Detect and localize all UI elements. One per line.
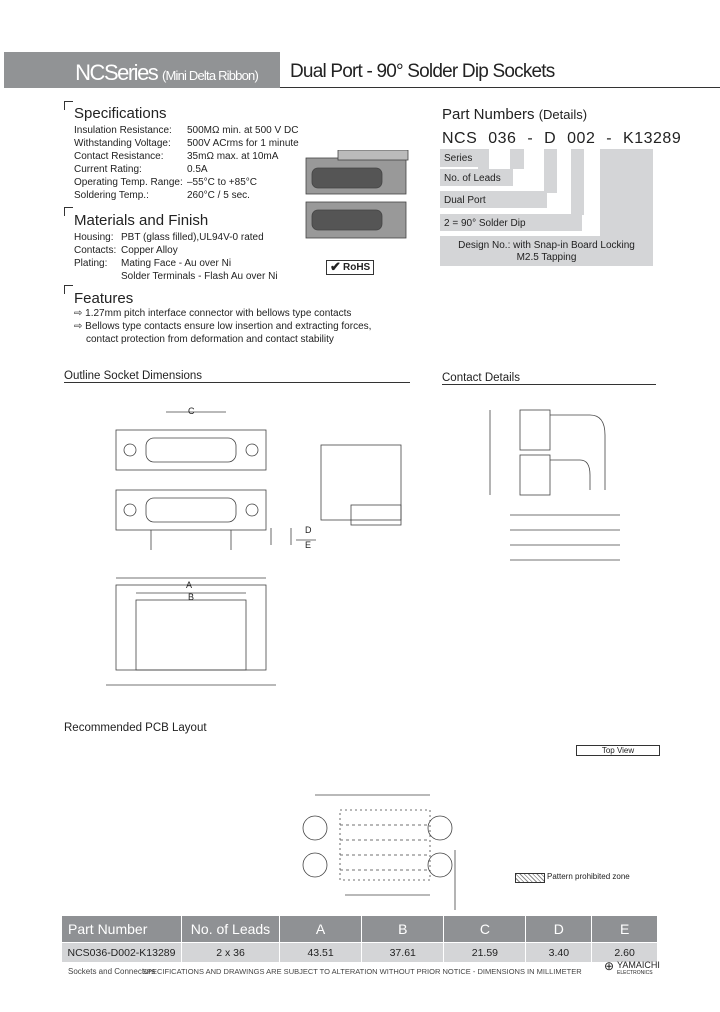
spec-key: Insulation Resistance: [74, 125, 172, 136]
spec-key: Contact Resistance: [74, 151, 164, 162]
spec-value: –55°C to +85°C [187, 177, 257, 188]
dimensions-table [62, 916, 658, 962]
pn-connector [510, 149, 524, 169]
cell-e: 2.60 [592, 943, 658, 963]
spec-value: Solder Terminals - Flash Au over Ni [121, 271, 278, 282]
cell-leads: 2 x 36 [182, 943, 280, 963]
series-name: NCSeries [75, 60, 158, 85]
section-corner [64, 285, 73, 294]
section-corner [64, 207, 73, 216]
spec-key [74, 270, 121, 283]
dim-b-label: B [188, 592, 195, 602]
rohs-badge [326, 260, 374, 275]
features-list [74, 307, 371, 346]
spec-value: 0.5A [187, 164, 208, 175]
pn-connector [544, 149, 557, 193]
dim-a-label: A [186, 580, 193, 590]
spec-key: Operating Temp. Range: [74, 177, 183, 188]
spec-value: PBT (glass filled),UL94V-0 rated [121, 232, 264, 243]
brand-name: YAMAICHI [617, 960, 660, 970]
pcb-layout-heading: Recommended PCB Layout [64, 722, 207, 734]
spec-row [74, 176, 299, 189]
materials-list [74, 231, 278, 283]
spec-key: Current Rating: [74, 164, 142, 175]
table-header-row [62, 916, 658, 943]
spec-row [74, 270, 278, 283]
spec-key: Soldering Temp.: [74, 190, 149, 201]
pn-connector [600, 149, 653, 237]
part-numbers-subtitle: (Details) [538, 107, 588, 122]
spec-row [74, 150, 299, 163]
spec-row [74, 189, 299, 202]
dim-c-label: C [188, 406, 195, 416]
col-leads: No. of Leads [182, 916, 280, 943]
col-c: C [444, 916, 526, 943]
spec-value: 500V ACrms for 1 minute [187, 138, 299, 149]
pn-label-series: Series [440, 149, 481, 167]
pn-label-solder-dip: 2 = 90° Solder Dip [440, 214, 582, 231]
specifications-list [74, 124, 299, 202]
outline-drawing [66, 400, 426, 700]
col-part-number: Part Number [62, 916, 182, 943]
feature-item: ⇨ Bellows type contacts ensure low insertion and extracting forces, [74, 321, 372, 332]
spec-value: Copper Alloy [121, 245, 178, 256]
section-corner [64, 101, 73, 110]
features-heading: Features [74, 290, 134, 307]
pn-connector [571, 149, 584, 215]
cell-b: 37.61 [362, 943, 444, 963]
spec-key: Withstanding Voltage: [74, 138, 171, 149]
feature-item: contact protection from deformation and contact stability [86, 334, 334, 345]
col-a: A [280, 916, 362, 943]
spec-value: 35mΩ max. at 10mA [187, 151, 279, 162]
spec-value: 500MΩ min. at 500 V DC [187, 125, 299, 136]
pcb-layout-drawing [255, 760, 485, 910]
cell-d: 3.40 [526, 943, 592, 963]
page-title: Dual Port - 90° Solder Dip Sockets [290, 61, 555, 82]
series-banner [4, 52, 280, 88]
col-d: D [526, 916, 592, 943]
spec-row [74, 257, 278, 270]
spec-row [74, 124, 299, 137]
checkmark-icon: ✔ [330, 259, 341, 274]
table-row [62, 943, 658, 963]
dim-e-label: E [305, 540, 312, 550]
logo-icon: ⊕ [604, 959, 615, 973]
series-subtitle: (Mini Delta Ribbon) [161, 68, 258, 83]
cell-a: 43.51 [280, 943, 362, 963]
dim-d-label: D [305, 525, 312, 535]
part-numbers-title: Part Numbers [442, 106, 535, 123]
page-title-bar [280, 52, 720, 88]
spec-row [74, 137, 299, 150]
pn-label-dual-port: Dual Port [440, 191, 547, 208]
spec-value: Mating Face - Au over Ni [121, 258, 232, 269]
prohibited-zone-swatch [515, 873, 545, 883]
col-b: B [362, 916, 444, 943]
product-photo [298, 150, 418, 250]
yamaichi-logo [604, 961, 660, 977]
part-number-code: NCS 036 - D 002 - K13289 [442, 130, 682, 147]
spec-key: Plating: [74, 258, 108, 269]
spec-row [74, 244, 278, 257]
pn-label-design [440, 236, 653, 266]
tapping-label: M2.5 Tapping [516, 252, 577, 263]
contact-details-drawing [470, 395, 650, 570]
pn-label-leads: No. of Leads [440, 169, 513, 186]
col-e: E [592, 916, 658, 943]
outline-heading: Outline Socket Dimensions [64, 370, 410, 383]
spec-row [74, 231, 278, 244]
spec-key: Housing: [74, 232, 114, 243]
feature-item: ⇨ 1.27mm pitch interface connector with bellows type contacts [74, 308, 352, 319]
brand-sub: ELECTRONICS [617, 970, 653, 976]
rohs-label: RoHS [343, 262, 371, 273]
part-numbers-heading [442, 106, 587, 123]
design-no-label: Design No.: with Snap-in Board Locking [458, 240, 635, 251]
cell-c: 21.59 [444, 943, 526, 963]
spec-key: Contacts: [74, 245, 117, 256]
footer-category: Sockets and Connectors [68, 967, 156, 976]
top-view-label: Top View [576, 745, 660, 756]
spec-value: 260°C / 5 sec. [187, 190, 250, 201]
contact-details-heading: Contact Details [442, 372, 656, 385]
spec-row [74, 163, 299, 176]
prohibited-zone-label: Pattern prohibited zone [547, 872, 630, 881]
cell-part-number: NCS036-D002-K13289 [62, 943, 182, 963]
specifications-heading: Specifications [74, 105, 167, 122]
footer-disclaimer: SPECIFICATIONS AND DRAWINGS ARE SUBJECT TO ALTERATION WITHOUT PRIOR NOTICE - DIMENSIONS IN MILLIMETER [142, 967, 582, 976]
materials-heading: Materials and Finish [74, 212, 209, 229]
pn-connector [478, 149, 489, 171]
